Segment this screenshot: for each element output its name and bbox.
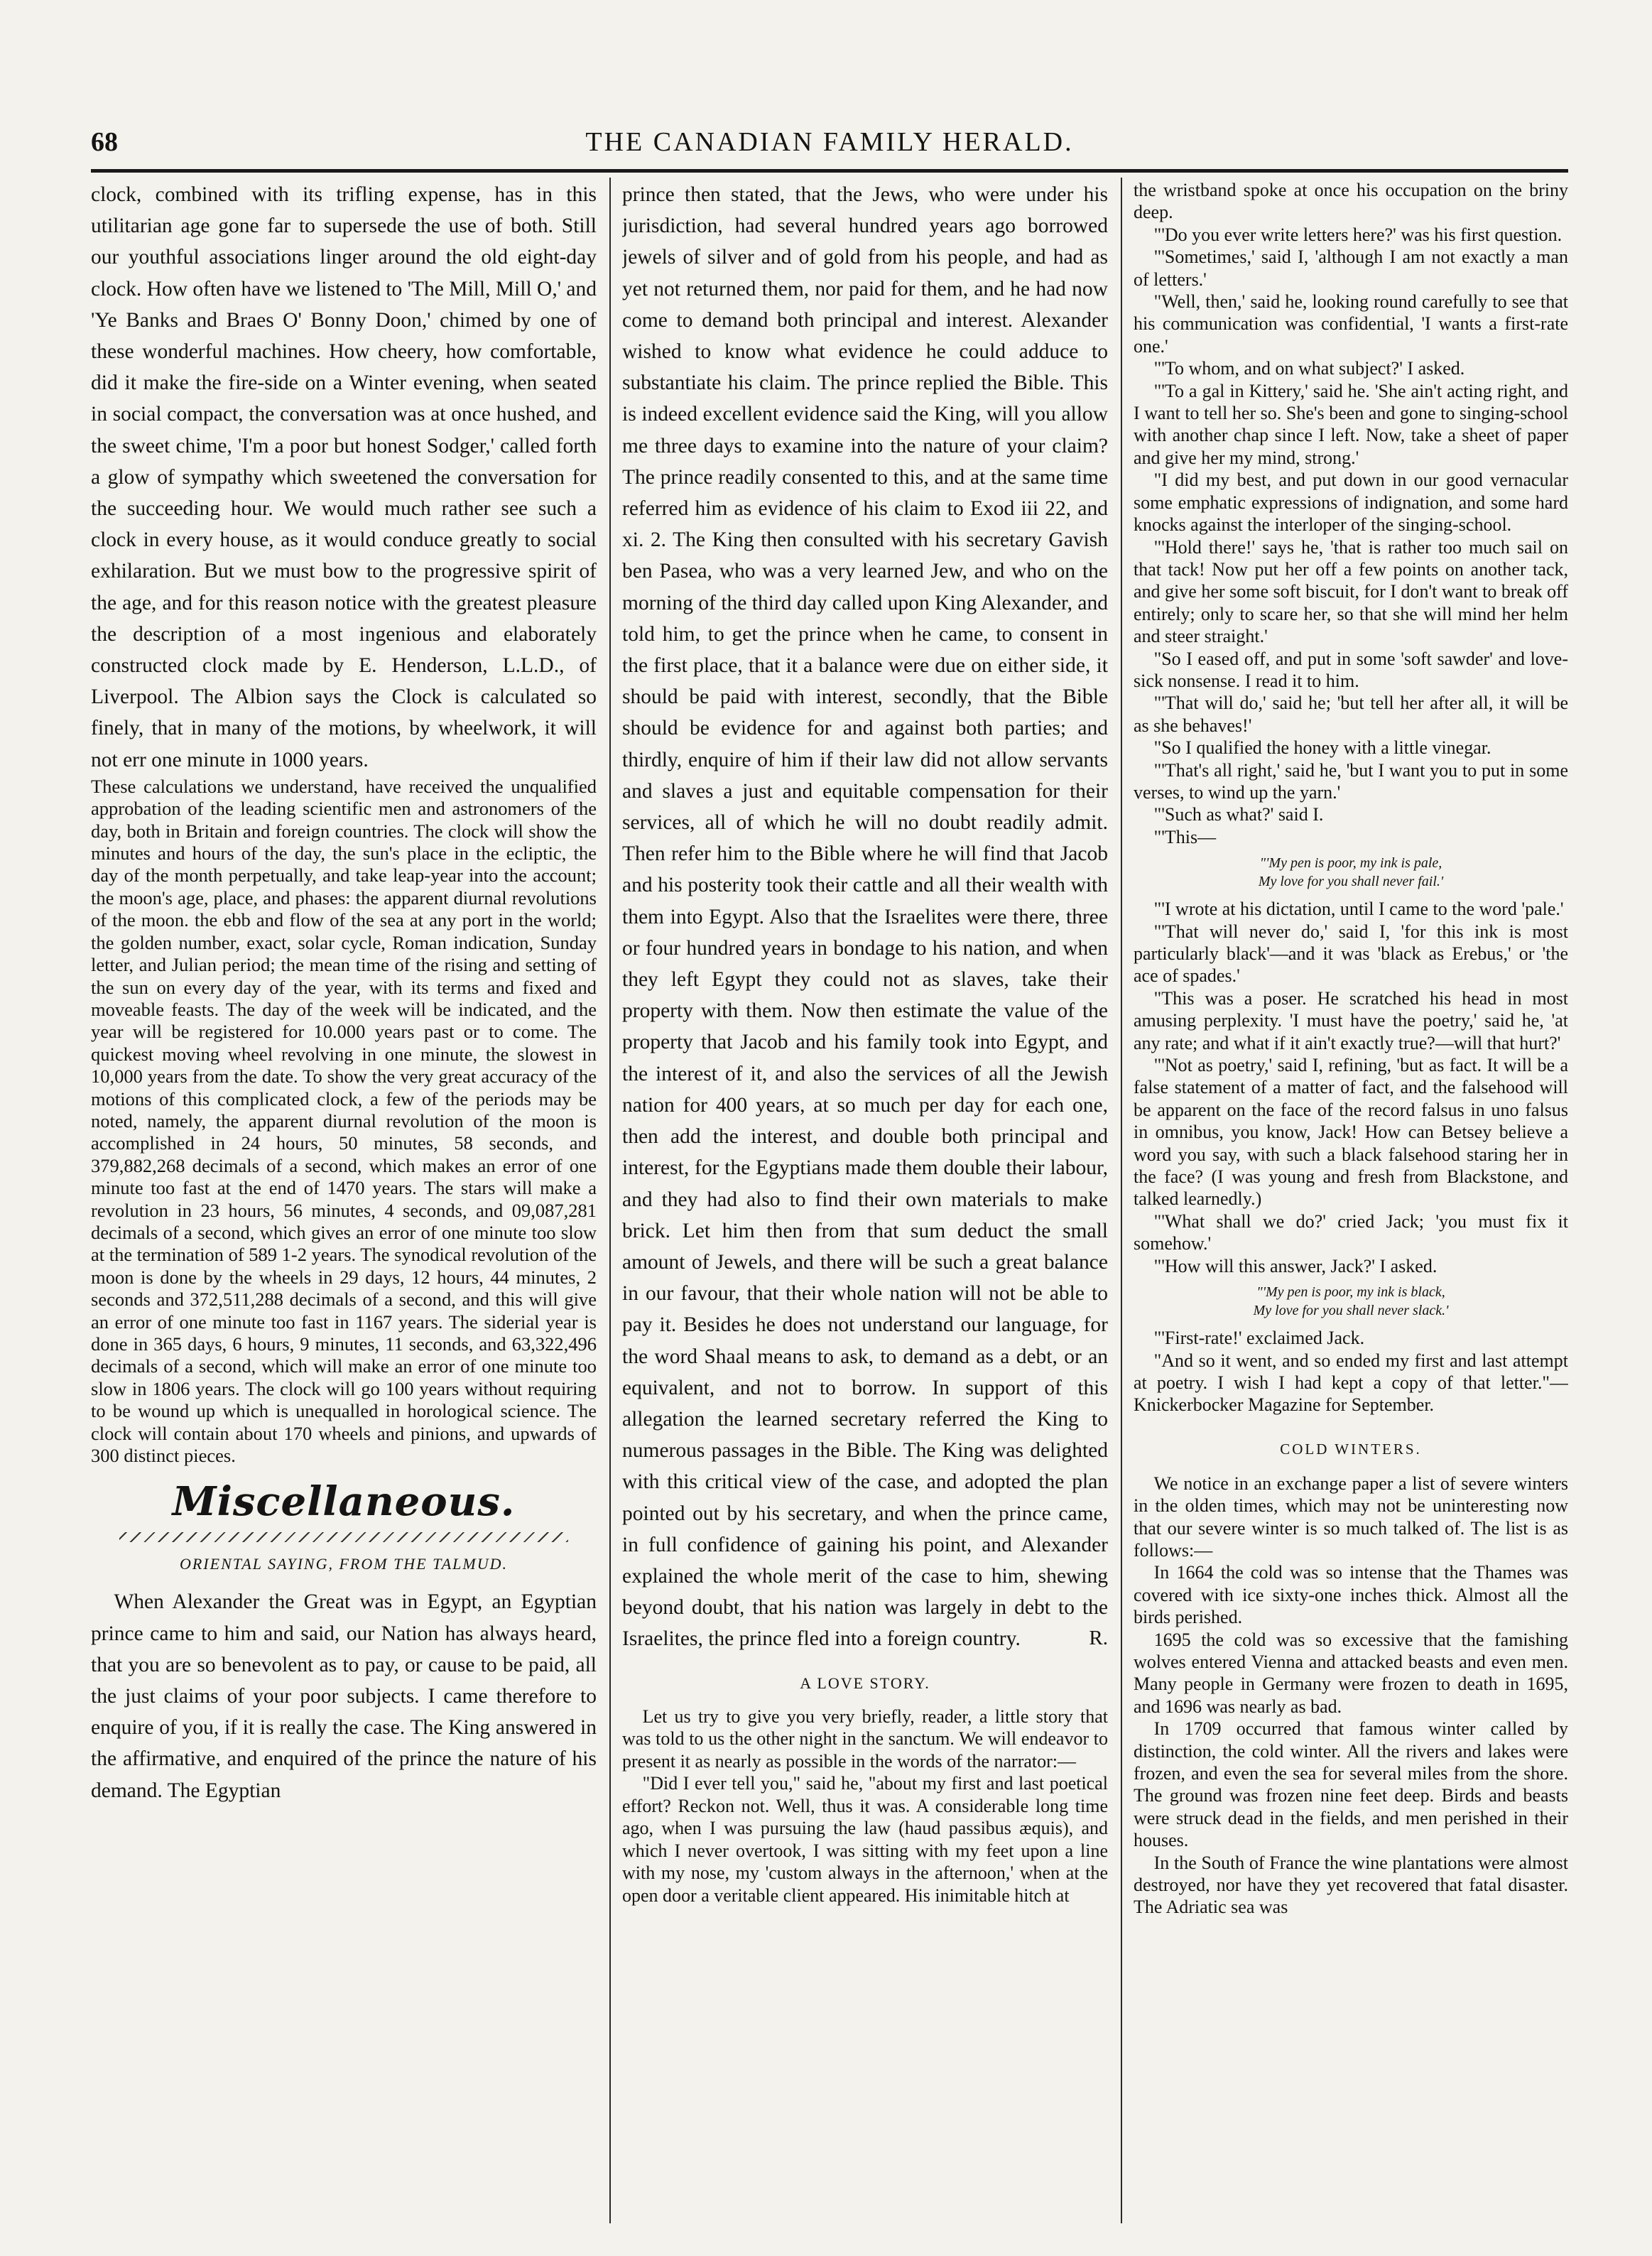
story-line-9: "So I eased off, and put in some 'soft sawder' and love-sick nonsense. I read it to him. (1134, 648, 1568, 691)
page-number: 68 (91, 127, 118, 157)
story-line-1: the wristband spoke at once his occupation on the briny deep. (1134, 180, 1568, 223)
story-line-18: "'Not as poetry,' said I, refining, 'but as fact. It will be a false statement of a matter of fact, and the falsehood will be apparent on the face of the record falsus in uno falsus in omnibus, you know, Jack! How can Betsey believe a word you say, with such a black falsehood staring her in the face? (I was young and fresh from Blackstone, and talked learnedly.) (1134, 1055, 1568, 1210)
verse-2-line-2: My love for you shall never slack.' (1253, 1303, 1449, 1319)
column-left (91, 179, 597, 2256)
article-subheading-love-story: A LOVE STORY. (800, 1674, 930, 1692)
column-divider-1 (609, 178, 611, 2223)
story-line-10: "'That will do,' said he; 'but tell her after all, it will be as she behaves!' (1134, 693, 1568, 736)
winters-paragraph-4: In 1709 occurred that famous winter called by distinction, the cold winter. All the rivers and lakes were frozen, and even the sea for several miles from the shore. The ground was frozen nine feet deep. Birds and beasts were struck dead in the fields, and men perished in their houses. (1134, 1718, 1568, 1851)
story-line-13: "'Such as what?' said I. (1153, 804, 1324, 825)
story-line-22: "And so it went, and so ended my first and last attempt at poetry. I wish I had kept a copy of that letter."—Knickerbocker Magazine for September. (1134, 1350, 1568, 1416)
article-signature: R. (1089, 1626, 1108, 1649)
love-story-paragraph: "Did I ever tell you," said he, "about my first and last poetical effort? Reckon not. Well, thus it was. A considerable long time ago, when I was pursuing the law (haud passibus æquis), and which I never overtook, I was sitting with my feet upon a line with my nose, my 'custom always in the afternoon,' when at the open door a veritable client appeared. His inimitable hitch at (622, 1773, 1108, 1906)
winters-paragraph-3: 1695 the cold was so excessive that the famishing wolves entered Vienna and attacked beasts and even men. Many people in Germany were frozen to death in 1695, and 1696 was nearly as bad. (1134, 1629, 1568, 1717)
winters-paragraph-5: In the South of France the wine plantations were almost destroyed, nor have they yet recovered that fatal disaster. The Adriatic sea was (1134, 1852, 1568, 1918)
column-middle (622, 179, 1108, 2256)
story-line-6: "'To a gal in Kittery,' said he. 'She ain't acting right, and I want to tell her so. She's been and gone to singing-school with another chap since I left. Now, take a sheet of paper and give her my mind, strong.' (1134, 380, 1568, 468)
verse-1-line-2: My love for you shall never fail.' (1258, 874, 1444, 890)
story-line-7: "I did my best, and put down in our good vernacular some emphatic expressions of indignation, and some hard knocks against the interloper of the singing-school. (1134, 470, 1568, 536)
section-heading-miscellaneous: Miscellaneous. (172, 1478, 516, 1526)
story-line-20: "'How will this answer, Jack?' I asked. (1153, 1255, 1438, 1276)
story-line-15: "'I wrote at his dictation, until I came to the word 'pale.' (1153, 899, 1564, 920)
article-subheading-oriental: ORIENTAL SAYING, FROM THE TALMUD. (179, 1555, 509, 1573)
story-line-17: "This was a poser. He scratched his head in most amusing perplexity. 'I must have the poetry,' said he, 'at any rate; and what if it ain't exactly true?—will that hurt?' (1134, 987, 1568, 1053)
decorative-wave-rule (119, 1532, 568, 1542)
story-line-14: "'This— (1153, 826, 1217, 847)
clock-paragraph-1: clock, combined with its trifling expense, has in this utilitarian age gone far to supersede the use of both. Still our youthful associations linger around the old eight-day clock. How often have we listened to 'The Mill, Mill O,' and 'Ye Banks and Braes O' Bonny Doon,' chimed by one of these wonderful machines. How cheery, how comfortable, did it make the fire-side on a Winter evening, when seated in social compact, the conversation was at once hushed, and the sweet chime, 'I'm a poor but honest Sodger,' called forth a glow of sympathy which sweetened the conversation for the succeeding hour. We would much rather see such a clock in every house, as it would conduce greatly to social exhilaration. But we must bow to the progressive spirit of the age, and for this reason notice with the greatest pleasure the description of a most ingenious and elaborately constructed clock made by E. Henderson, L.L.D., of Liverpool. The Albion says the Clock is calculated so finely, that in many of the motions, by wheelwork, it will not err one minute in 1000 years. (91, 183, 597, 771)
verse-1-line-1: "'My pen is poor, my ink is pale, (1259, 855, 1442, 872)
story-line-8: "'Hold there!' says he, 'that is rather too much sail on that tack! Now put her off a few points on another tack, and give her some soft biscuit, for I don't want to break off entirely; only to scare her, so that she will mind her helm and steer straight.' (1134, 536, 1568, 647)
verse-1 (1134, 854, 1568, 891)
verse-2-line-1: "'My pen is poor, my ink is black, (1256, 1284, 1445, 1301)
clock-paragraph-2: These calculations we understand, have received the unqualified approbation of the leading scientific men and astronomers of the day, both in Britain and foreign countries. The clock will show the minutes and hours of the day, the sun's place in the ecliptic, the day of the month perpetually, and take leap-year into the account; the moon's age, place, and phases: the apparent diurnal revolutions of the moon. the ebb and flow of the sea at any port in the world; the golden number, exact, solar cycle, Roman indication, Sunday letter, and Julian period; the mean time of the rising and setting of the sun on every day of the year, with its terms and fixed and moveable feasts. The day of the week will be indicated, and the year will be registered for 10.000 years past or to come. The quickest moving wheel revolving in one minute, the slowest in 10,000 years from the date. To show the very great accuracy of the motions of this complicated clock, a few of the periods may be noted, namely, the apparent diurnal revolution of the moon is accomplished in 24 hours, 50 minutes, 58 seconds, and 379,882,268 decimals of a second, which makes an error of one minute too fast at the end of 1470 years. The stars will make a revolution in 23 hours, 56 minutes, 4 seconds, and 09,087,281 decimals of a second, which gives an error of one minute too slow at the termination of 589 1-2 years. The synodical revolution of the moon is done by the wheels in 29 days, 12 hours, 44 minutes, 2 seconds and 372,511,288 decimals of a second, and this will give an error of one minute too fast in 1167 years. The siderial year is done in 365 days, 6 hours, 9 minutes, 11 seconds, and 63,322,496 decimals of a second, which will make an error of one minute too slow in 1806 years. The clock will go 100 years without requiring to be wound up which is unequalled in horological science. The clock will contain about 170 wheels and pinions, and upwards of 300 distinct pieces. (91, 775, 597, 1467)
story-line-4: "Well, then,' said he, looking round carefully to see that his communication was confidential, 'I wants a first-rate one.' (1134, 291, 1568, 357)
story-line-19: "'What shall we do?' cried Jack; 'you must fix it somehow.' (1134, 1210, 1568, 1254)
story-line-3: "'Sometimes,' said I, 'although I am not exactly a man of letters.' (1134, 246, 1568, 290)
story-line-21: "'First-rate!' exclaimed Jack. (1153, 1328, 1365, 1349)
talmud-continued: prince then stated, that the Jews, who were under his jurisdiction, had several hundred years ago borrowed jewels of silver and of gold from his people, and had as yet not returned them, nor paid for them, and he had now come to demand both principal and interest. Alexander wished to know what evidence he could adduce to substantiate his claim. The prince replied the Bible. This is indeed excellent evidence said the King, will you allow me three days to examine into the nature of your claim? The prince readily consented to this, and at the same time referred him as evidence of his claim to Exod iii 22, and xi. 2. The King then consulted with his secretary Gavish ben Pasea, who was a very learned Jew, and who on the morning of the third day called upon King Alexander, and told him, to get the prince when he came, to consent in the first place, that it a balance were due on either side, it should be paid with interest, secondly, that the Bible should be evidence for and against both parties; and thirdly, enquire of him if their law did not allow servants and slaves a just and equitable compensation for their services, all of which he will no doubt readily admit. Then refer him to the Bible where he will find that Jacob and his posterity took their cattle and all their wealth with them into Egypt. Also that the Israelites were there, three or four hundred years in bondage to his nation, and when they left Egypt they could not as slaves, take their property with them. Now then estimate the value of the property that Jacob and his family took into Egypt, and the interest of it, and also the services of all the Jewish nation for 400 years, at so much per day for each one, then add the interest, and double both principal and interest, for the Egyptians made them double their labour, and they had also to find their own materials to make brick. Let him then from that sum deduct the small amount of Jewels, and there will be such a great balance in our favour, that their whole nation will not be able to pay it. Besides he does not understand our language, for the word Shaal means to ask, to demand as a debt, or an equivalent, and not to borrow. In support of this allegation the learned secretary referred the King to numerous passages in the Bible. The King was delighted with this critical view of the case, and adopted the plan pointed out by his secretary, and when the prince came, in full confidence of gaining his point, and Alexander explained the whole merit of the case to him, shewing beyond doubt, that his nation was largely in debt to the Israelites, the prince fled into a foreign country. (622, 183, 1108, 1651)
story-line-5: "'To whom, and on what subject?' I asked. (1153, 358, 1465, 379)
winters-paragraph-2: In 1664 the cold was so intense that the Thames was covered with ice sixty-one inches thick. Almost all the birds perished. (1134, 1562, 1568, 1628)
story-line-16: "'That will never do,' said I, 'for this ink is most particularly black'—and it was 'black as Erebus,' or 'the ace of spades.' (1134, 921, 1568, 987)
running-title: THE CANADIAN FAMILY HERALD. (585, 127, 1074, 157)
article-subheading-cold-winters: COLD WINTERS. (1280, 1440, 1422, 1458)
story-line-11: "So I qualified the honey with a little vinegar. (1153, 737, 1491, 759)
verse-2 (1134, 1283, 1568, 1320)
header-rule (91, 169, 1568, 173)
column-divider-2 (1121, 178, 1122, 2223)
page-header (91, 126, 1568, 163)
story-line-12: "'That's all right,' said he, 'but I want you to put in some verses, to wind up the yarn.' (1134, 759, 1568, 803)
story-line-2: "'Do you ever write letters here?' was his first question. (1153, 224, 1563, 245)
love-story-intro: Let us try to give you very briefly, reader, a little story that was told to us the other night in the sanctum. We will endeavor to present it as nearly as possible in the words of the narrator:— (622, 1705, 1108, 1772)
winters-paragraph-1: We notice in an exchange paper a list of severe winters in the olden times, which may not be uninteresting now that our severe winter is so much talked of. The list is as follows:— (1134, 1473, 1568, 1561)
talmud-paragraph: When Alexander the Great was in Egypt, an Egyptian prince came to him and said, our Nation has always heard, that you are so benevolent as to pay, or cause to be paid, all the just claims of your poor subjects. I came therefore to enquire of you, if it is really the case. The King answered in the affirmative, and enquired of the prince the nature of his demand. The Egyptian (91, 1590, 597, 1802)
column-right (1134, 179, 1568, 2256)
